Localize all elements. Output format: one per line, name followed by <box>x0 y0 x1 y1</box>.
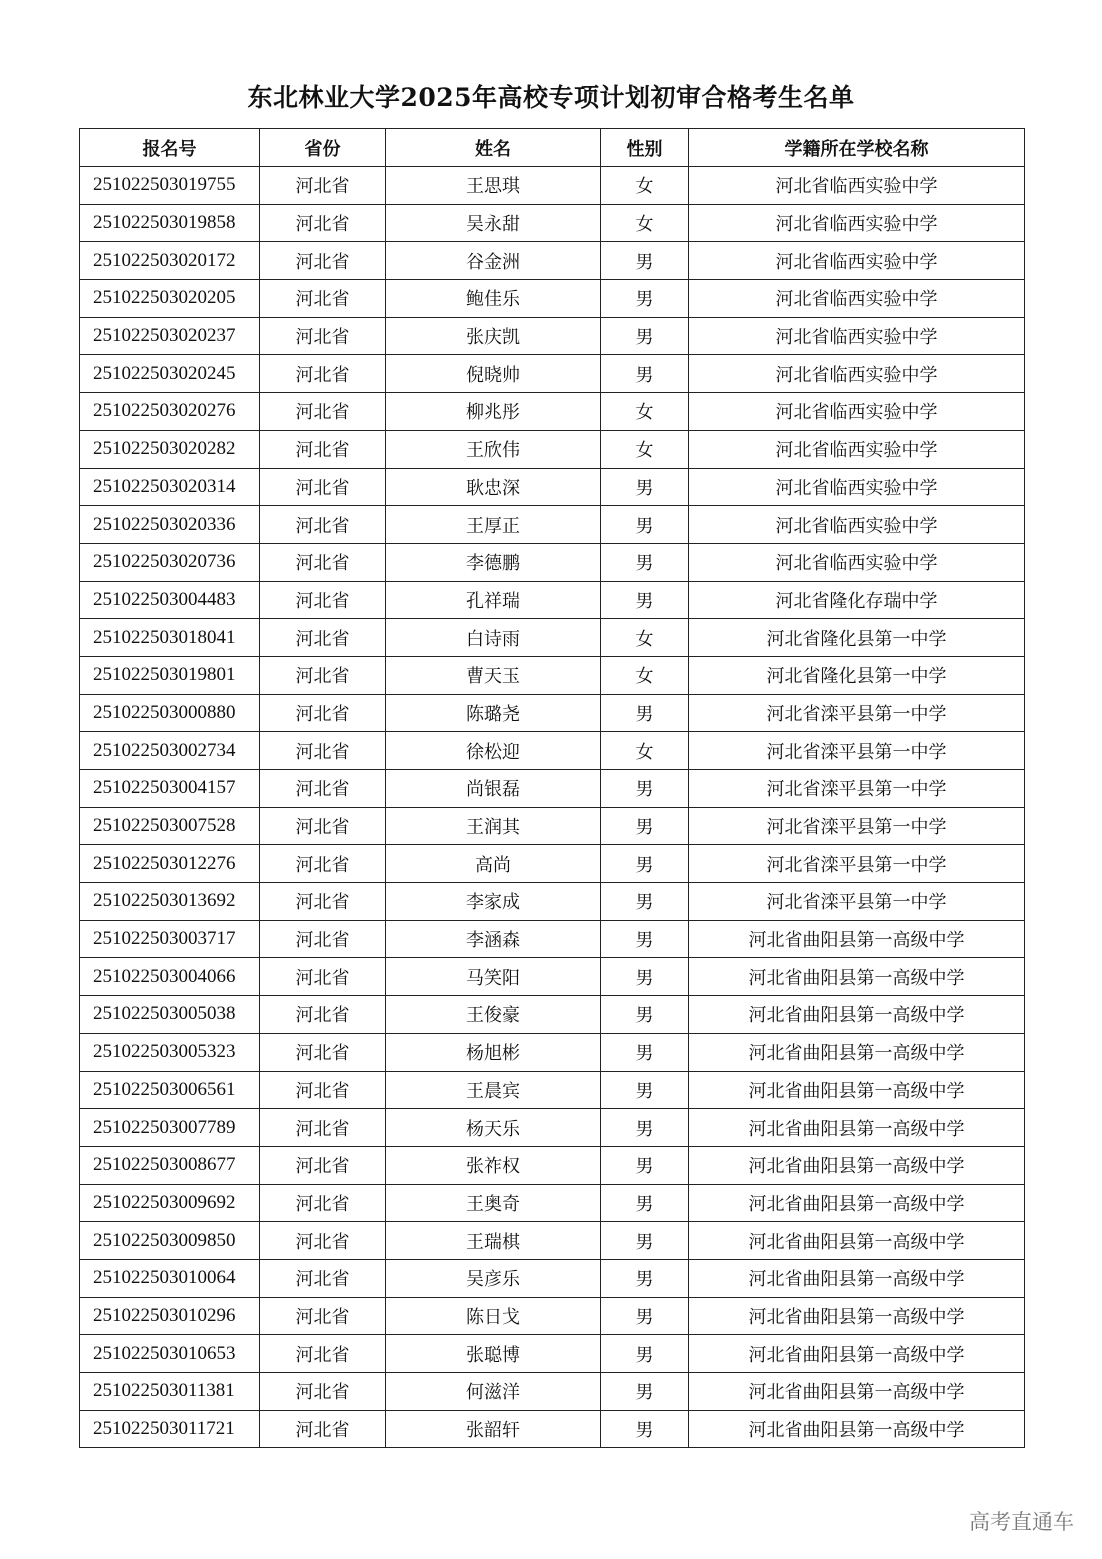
school-cell: 河北省临西实验中学 <box>689 543 1025 581</box>
name-cell: 谷金洲 <box>386 242 601 280</box>
page-title: 东北林业大学2025年高校专项计划初审合格考生名单 <box>247 83 855 112</box>
gender-cell: 男 <box>601 280 689 318</box>
table-row <box>80 770 1025 808</box>
province-cell: 河北省 <box>260 1146 386 1184</box>
name-cell: 张聪博 <box>386 1335 601 1373</box>
province-cell: 河北省 <box>260 543 386 581</box>
table-row <box>80 1297 1025 1335</box>
school-cell: 河北省临西实验中学 <box>689 430 1025 468</box>
registration-number-cell: 251022503020276 <box>80 393 260 431</box>
gender-cell: 女 <box>601 430 689 468</box>
table-row <box>80 1071 1025 1109</box>
registration-number-cell: 251022503018041 <box>80 619 260 657</box>
province-cell: 河北省 <box>260 996 386 1034</box>
name-cell: 耿忠深 <box>386 468 601 506</box>
province-cell: 河北省 <box>260 430 386 468</box>
province-cell: 河北省 <box>260 845 386 883</box>
name-cell: 曹天玉 <box>386 656 601 694</box>
province-cell: 河北省 <box>260 167 386 205</box>
gender-cell: 男 <box>601 1410 689 1448</box>
table-row <box>80 958 1025 996</box>
gender-cell: 男 <box>601 543 689 581</box>
school-cell: 河北省曲阳县第一高级中学 <box>689 1373 1025 1411</box>
table-row <box>80 1146 1025 1184</box>
school-cell: 河北省临西实验中学 <box>689 167 1025 205</box>
registration-number-cell: 251022503003717 <box>80 920 260 958</box>
registration-number-cell: 251022503004483 <box>80 581 260 619</box>
gender-cell: 男 <box>601 770 689 808</box>
name-cell: 马笑阳 <box>386 958 601 996</box>
table-row <box>80 732 1025 770</box>
registration-number-cell: 251022503020314 <box>80 468 260 506</box>
header-province: 省份 <box>260 129 386 167</box>
province-cell: 河北省 <box>260 1335 386 1373</box>
school-cell: 河北省临西实验中学 <box>689 242 1025 280</box>
school-cell: 河北省隆化存瑞中学 <box>689 581 1025 619</box>
table-row <box>80 355 1025 393</box>
name-cell: 王润其 <box>386 807 601 845</box>
name-cell: 白诗雨 <box>386 619 601 657</box>
name-cell: 王欣伟 <box>386 430 601 468</box>
table-row <box>80 393 1025 431</box>
registration-number-cell: 251022503019755 <box>80 167 260 205</box>
gender-cell: 男 <box>601 883 689 921</box>
table-row <box>80 581 1025 619</box>
province-cell: 河北省 <box>260 732 386 770</box>
province-cell: 河北省 <box>260 355 386 393</box>
province-cell: 河北省 <box>260 883 386 921</box>
gender-cell: 男 <box>601 581 689 619</box>
gender-cell: 男 <box>601 1373 689 1411</box>
table-row <box>80 1335 1025 1373</box>
province-cell: 河北省 <box>260 1297 386 1335</box>
province-cell: 河北省 <box>260 204 386 242</box>
province-cell: 河北省 <box>260 770 386 808</box>
province-cell: 河北省 <box>260 317 386 355</box>
gender-cell: 男 <box>601 996 689 1034</box>
table-row <box>80 883 1025 921</box>
candidate-table <box>79 128 1025 1448</box>
registration-number-cell: 251022503010296 <box>80 1297 260 1335</box>
school-cell: 河北省曲阳县第一高级中学 <box>689 1297 1025 1335</box>
table-row <box>80 543 1025 581</box>
gender-cell: 男 <box>601 1259 689 1297</box>
school-cell: 河北省临西实验中学 <box>689 317 1025 355</box>
name-cell: 倪晓帅 <box>386 355 601 393</box>
gender-cell: 女 <box>601 732 689 770</box>
name-cell: 李家成 <box>386 883 601 921</box>
school-cell: 河北省曲阳县第一高级中学 <box>689 1109 1025 1147</box>
table-row <box>80 1373 1025 1411</box>
province-cell: 河北省 <box>260 1373 386 1411</box>
gender-cell: 男 <box>601 1071 689 1109</box>
table-row <box>80 1410 1025 1448</box>
school-cell: 河北省滦平县第一中学 <box>689 807 1025 845</box>
table-row <box>80 167 1025 205</box>
school-cell: 河北省曲阳县第一高级中学 <box>689 1033 1025 1071</box>
registration-number-cell: 251022503011721 <box>80 1410 260 1448</box>
school-cell: 河北省曲阳县第一高级中学 <box>689 1184 1025 1222</box>
table-row <box>80 1184 1025 1222</box>
table-row <box>80 506 1025 544</box>
table-row <box>80 468 1025 506</box>
gender-cell: 男 <box>601 355 689 393</box>
province-cell: 河北省 <box>260 393 386 431</box>
table-row <box>80 656 1025 694</box>
school-cell: 河北省曲阳县第一高级中学 <box>689 1071 1025 1109</box>
school-cell: 河北省临西实验中学 <box>689 280 1025 318</box>
name-cell: 王厚正 <box>386 506 601 544</box>
name-cell: 张韶轩 <box>386 1410 601 1448</box>
registration-number-cell: 251022503020736 <box>80 543 260 581</box>
registration-number-cell: 251022503010064 <box>80 1259 260 1297</box>
registration-number-cell: 251022503004066 <box>80 958 260 996</box>
school-cell: 河北省曲阳县第一高级中学 <box>689 1335 1025 1373</box>
name-cell: 杨天乐 <box>386 1109 601 1147</box>
province-cell: 河北省 <box>260 694 386 732</box>
school-cell: 河北省隆化县第一中学 <box>689 656 1025 694</box>
gender-cell: 男 <box>601 468 689 506</box>
header-gender: 性别 <box>601 129 689 167</box>
registration-number-cell: 251022503007789 <box>80 1109 260 1147</box>
gender-cell: 男 <box>601 242 689 280</box>
province-cell: 河北省 <box>260 1222 386 1260</box>
name-cell: 陈璐尧 <box>386 694 601 732</box>
school-cell: 河北省曲阳县第一高级中学 <box>689 920 1025 958</box>
school-cell: 河北省临西实验中学 <box>689 393 1025 431</box>
registration-number-cell: 251022503005038 <box>80 996 260 1034</box>
table-row <box>80 619 1025 657</box>
registration-number-cell: 251022503011381 <box>80 1373 260 1411</box>
province-cell: 河北省 <box>260 920 386 958</box>
province-cell: 河北省 <box>260 1109 386 1147</box>
school-cell: 河北省曲阳县第一高级中学 <box>689 958 1025 996</box>
table-row <box>80 317 1025 355</box>
registration-number-cell: 251022503020245 <box>80 355 260 393</box>
school-cell: 河北省滦平县第一中学 <box>689 694 1025 732</box>
name-cell: 吴永甜 <box>386 204 601 242</box>
registration-number-cell: 251022503009850 <box>80 1222 260 1260</box>
name-cell: 王瑞棋 <box>386 1222 601 1260</box>
school-cell: 河北省隆化县第一中学 <box>689 619 1025 657</box>
table-body <box>80 167 1025 1448</box>
table-row <box>80 996 1025 1034</box>
school-cell: 河北省临西实验中学 <box>689 355 1025 393</box>
school-cell: 河北省滦平县第一中学 <box>689 770 1025 808</box>
gender-cell: 女 <box>601 204 689 242</box>
registration-number-cell: 251022503009692 <box>80 1184 260 1222</box>
registration-number-cell: 251022503020282 <box>80 430 260 468</box>
registration-number-cell: 251022503019858 <box>80 204 260 242</box>
registration-number-cell: 251022503007528 <box>80 807 260 845</box>
registration-number-cell: 251022503020172 <box>80 242 260 280</box>
school-cell: 河北省曲阳县第一高级中学 <box>689 1410 1025 1448</box>
table-row <box>80 280 1025 318</box>
table-row <box>80 845 1025 883</box>
school-cell: 河北省滦平县第一中学 <box>689 732 1025 770</box>
school-cell: 河北省曲阳县第一高级中学 <box>689 996 1025 1034</box>
table-row <box>80 1222 1025 1260</box>
registration-number-cell: 251022503000880 <box>80 694 260 732</box>
name-cell: 王奥奇 <box>386 1184 601 1222</box>
registration-number-cell: 251022503008677 <box>80 1146 260 1184</box>
school-cell: 河北省曲阳县第一高级中学 <box>689 1259 1025 1297</box>
gender-cell: 男 <box>601 920 689 958</box>
province-cell: 河北省 <box>260 1033 386 1071</box>
province-cell: 河北省 <box>260 1071 386 1109</box>
gender-cell: 男 <box>601 845 689 883</box>
gender-cell: 男 <box>601 1184 689 1222</box>
header-school: 学籍所在学校名称 <box>689 129 1025 167</box>
registration-number-cell: 251022503020336 <box>80 506 260 544</box>
province-cell: 河北省 <box>260 1184 386 1222</box>
table-row <box>80 1109 1025 1147</box>
name-cell: 徐松迎 <box>386 732 601 770</box>
name-cell: 吴彦乐 <box>386 1259 601 1297</box>
table-row <box>80 920 1025 958</box>
gender-cell: 男 <box>601 694 689 732</box>
table-header-row <box>80 129 1025 167</box>
table-row <box>80 1259 1025 1297</box>
province-cell: 河北省 <box>260 1259 386 1297</box>
name-cell: 陈日戈 <box>386 1297 601 1335</box>
name-cell: 柳兆彤 <box>386 393 601 431</box>
gender-cell: 女 <box>601 393 689 431</box>
school-cell: 河北省临西实验中学 <box>689 506 1025 544</box>
registration-number-cell: 251022503013692 <box>80 883 260 921</box>
registration-number-cell: 251022503005323 <box>80 1033 260 1071</box>
name-cell: 李涵森 <box>386 920 601 958</box>
school-cell: 河北省滦平县第一中学 <box>689 883 1025 921</box>
school-cell: 河北省曲阳县第一高级中学 <box>689 1222 1025 1260</box>
name-cell: 张祚权 <box>386 1146 601 1184</box>
school-cell: 河北省滦平县第一中学 <box>689 845 1025 883</box>
table-row <box>80 807 1025 845</box>
gender-cell: 女 <box>601 167 689 205</box>
province-cell: 河北省 <box>260 242 386 280</box>
name-cell: 杨旭彬 <box>386 1033 601 1071</box>
registration-number-cell: 251022503020237 <box>80 317 260 355</box>
registration-number-cell: 251022503002734 <box>80 732 260 770</box>
registration-number-cell: 251022503006561 <box>80 1071 260 1109</box>
table-row <box>80 694 1025 732</box>
registration-number-cell: 251022503012276 <box>80 845 260 883</box>
school-cell: 河北省临西实验中学 <box>689 204 1025 242</box>
table-row <box>80 242 1025 280</box>
school-cell: 河北省曲阳县第一高级中学 <box>689 1146 1025 1184</box>
province-cell: 河北省 <box>260 468 386 506</box>
gender-cell: 男 <box>601 1033 689 1071</box>
gender-cell: 男 <box>601 1109 689 1147</box>
gender-cell: 男 <box>601 1297 689 1335</box>
name-cell: 王晨宾 <box>386 1071 601 1109</box>
gender-cell: 女 <box>601 619 689 657</box>
province-cell: 河北省 <box>260 656 386 694</box>
name-cell: 尚银磊 <box>386 770 601 808</box>
gender-cell: 男 <box>601 506 689 544</box>
province-cell: 河北省 <box>260 581 386 619</box>
name-cell: 李德鹏 <box>386 543 601 581</box>
gender-cell: 男 <box>601 1146 689 1184</box>
province-cell: 河北省 <box>260 1410 386 1448</box>
name-cell: 张庆凯 <box>386 317 601 355</box>
table-row <box>80 430 1025 468</box>
province-cell: 河北省 <box>260 807 386 845</box>
header-name: 姓名 <box>386 129 601 167</box>
province-cell: 河北省 <box>260 958 386 996</box>
header-registration-number: 报名号 <box>80 129 260 167</box>
province-cell: 河北省 <box>260 619 386 657</box>
province-cell: 河北省 <box>260 280 386 318</box>
gender-cell: 男 <box>601 807 689 845</box>
province-cell: 河北省 <box>260 506 386 544</box>
watermark: 高考直通车 <box>969 1510 1074 1534</box>
name-cell: 何滋洋 <box>386 1373 601 1411</box>
gender-cell: 男 <box>601 1222 689 1260</box>
gender-cell: 男 <box>601 958 689 996</box>
name-cell: 王思琪 <box>386 167 601 205</box>
table-row <box>80 1033 1025 1071</box>
name-cell: 王俊豪 <box>386 996 601 1034</box>
table-row <box>80 204 1025 242</box>
registration-number-cell: 251022503020205 <box>80 280 260 318</box>
registration-number-cell: 251022503010653 <box>80 1335 260 1373</box>
registration-number-cell: 251022503019801 <box>80 656 260 694</box>
gender-cell: 男 <box>601 1335 689 1373</box>
name-cell: 高尚 <box>386 845 601 883</box>
gender-cell: 男 <box>601 317 689 355</box>
name-cell: 孔祥瑞 <box>386 581 601 619</box>
name-cell: 鲍佳乐 <box>386 280 601 318</box>
registration-number-cell: 251022503004157 <box>80 770 260 808</box>
school-cell: 河北省临西实验中学 <box>689 468 1025 506</box>
gender-cell: 女 <box>601 656 689 694</box>
